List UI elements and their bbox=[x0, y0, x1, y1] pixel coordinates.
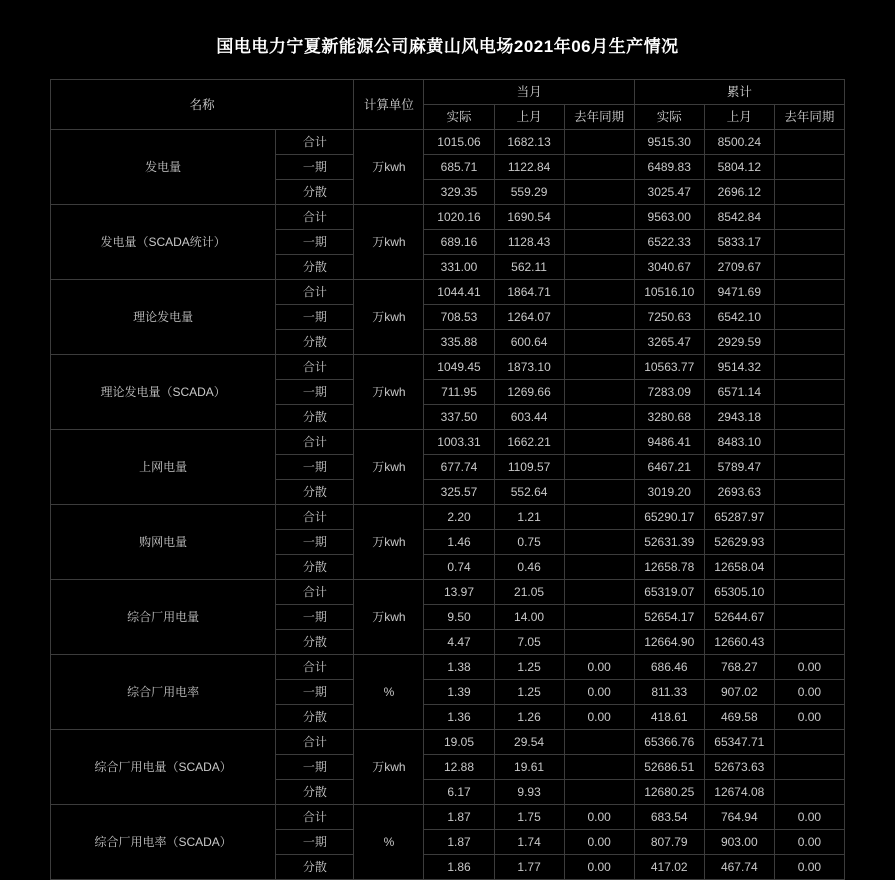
cell-month-last: 1690.54 bbox=[494, 205, 564, 230]
cell-month-actual: 1.46 bbox=[424, 530, 494, 555]
cell-month-yoy bbox=[564, 780, 634, 805]
row-subcategory: 一期 bbox=[276, 530, 354, 555]
cell-month-actual: 9.50 bbox=[424, 605, 494, 630]
cell-month-last: 0.75 bbox=[494, 530, 564, 555]
cell-month-last: 1.25 bbox=[494, 655, 564, 680]
cell-month-last: 1662.21 bbox=[494, 430, 564, 455]
row-subcategory: 一期 bbox=[276, 155, 354, 180]
cell-cum-last: 2929.59 bbox=[704, 330, 774, 355]
cell-month-last: 559.29 bbox=[494, 180, 564, 205]
cell-cum-yoy bbox=[774, 330, 844, 355]
row-group-name: 发电量 bbox=[51, 130, 276, 205]
cell-cum-yoy bbox=[774, 380, 844, 405]
cell-month-last: 1.75 bbox=[494, 805, 564, 830]
cell-month-last: 21.05 bbox=[494, 580, 564, 605]
cell-cum-actual: 52631.39 bbox=[634, 530, 704, 555]
cell-cum-last: 6542.10 bbox=[704, 305, 774, 330]
row-subcategory: 一期 bbox=[276, 830, 354, 855]
cell-month-yoy bbox=[564, 580, 634, 605]
table-row bbox=[51, 355, 845, 380]
row-group-name: 综合厂用电量 bbox=[51, 580, 276, 655]
header-month-yoy: 去年同期 bbox=[564, 105, 634, 130]
cell-cum-actual: 65290.17 bbox=[634, 505, 704, 530]
cell-month-last: 7.05 bbox=[494, 630, 564, 655]
row-subcategory: 合计 bbox=[276, 430, 354, 455]
cell-cum-last: 9471.69 bbox=[704, 280, 774, 305]
cell-month-yoy bbox=[564, 355, 634, 380]
table-row bbox=[51, 580, 845, 605]
cell-cum-actual: 52686.51 bbox=[634, 755, 704, 780]
cell-month-actual: 1003.31 bbox=[424, 430, 494, 455]
cell-month-actual: 331.00 bbox=[424, 255, 494, 280]
cell-cum-yoy bbox=[774, 230, 844, 255]
cell-cum-last: 65347.71 bbox=[704, 730, 774, 755]
cell-cum-yoy bbox=[774, 530, 844, 555]
table-row bbox=[51, 805, 845, 830]
cell-cum-last: 907.02 bbox=[704, 680, 774, 705]
cell-month-yoy: 0.00 bbox=[564, 680, 634, 705]
row-group-unit: % bbox=[354, 805, 424, 880]
cell-month-actual: 1044.41 bbox=[424, 280, 494, 305]
cell-month-yoy: 0.00 bbox=[564, 705, 634, 730]
cell-cum-last: 52644.67 bbox=[704, 605, 774, 630]
cell-month-actual: 1.38 bbox=[424, 655, 494, 680]
header-cum-actual: 实际 bbox=[634, 105, 704, 130]
cell-month-actual: 685.71 bbox=[424, 155, 494, 180]
cell-month-last: 1873.10 bbox=[494, 355, 564, 380]
cell-month-actual: 6.17 bbox=[424, 780, 494, 805]
cell-cum-actual: 6467.21 bbox=[634, 455, 704, 480]
cell-month-actual: 1.86 bbox=[424, 855, 494, 880]
cell-cum-last: 903.00 bbox=[704, 830, 774, 855]
cell-cum-actual: 417.02 bbox=[634, 855, 704, 880]
cell-cum-last: 65305.10 bbox=[704, 580, 774, 605]
cell-month-yoy bbox=[564, 430, 634, 455]
cell-month-last: 19.61 bbox=[494, 755, 564, 780]
cell-cum-yoy bbox=[774, 305, 844, 330]
cell-month-yoy bbox=[564, 130, 634, 155]
cell-cum-actual: 12680.25 bbox=[634, 780, 704, 805]
header-cum-yoy: 去年同期 bbox=[774, 105, 844, 130]
row-subcategory: 合计 bbox=[276, 805, 354, 830]
production-report-table bbox=[50, 79, 845, 880]
row-subcategory: 分散 bbox=[276, 780, 354, 805]
row-subcategory: 合计 bbox=[276, 355, 354, 380]
row-group-name: 发电量（SCADA统计） bbox=[51, 205, 276, 280]
cell-cum-actual: 9515.30 bbox=[634, 130, 704, 155]
cell-cum-yoy bbox=[774, 405, 844, 430]
row-subcategory: 合计 bbox=[276, 205, 354, 230]
cell-cum-yoy bbox=[774, 205, 844, 230]
row-subcategory: 合计 bbox=[276, 655, 354, 680]
cell-month-yoy: 0.00 bbox=[564, 830, 634, 855]
cell-month-last: 1.77 bbox=[494, 855, 564, 880]
row-subcategory: 分散 bbox=[276, 480, 354, 505]
cell-month-yoy bbox=[564, 530, 634, 555]
row-subcategory: 一期 bbox=[276, 755, 354, 780]
cell-cum-actual: 3280.68 bbox=[634, 405, 704, 430]
cell-cum-actual: 9486.41 bbox=[634, 430, 704, 455]
cell-month-last: 603.44 bbox=[494, 405, 564, 430]
cell-cum-last: 8483.10 bbox=[704, 430, 774, 455]
row-group-name: 购网电量 bbox=[51, 505, 276, 580]
cell-cum-yoy bbox=[774, 630, 844, 655]
row-subcategory: 一期 bbox=[276, 230, 354, 255]
cell-cum-actual: 6522.33 bbox=[634, 230, 704, 255]
cell-month-last: 1.25 bbox=[494, 680, 564, 705]
table-row bbox=[51, 430, 845, 455]
cell-month-last: 562.11 bbox=[494, 255, 564, 280]
cell-cum-yoy bbox=[774, 605, 844, 630]
cell-month-yoy bbox=[564, 755, 634, 780]
cell-month-last: 0.46 bbox=[494, 555, 564, 580]
cell-month-last: 1.74 bbox=[494, 830, 564, 855]
cell-cum-yoy bbox=[774, 355, 844, 380]
cell-cum-actual: 65319.07 bbox=[634, 580, 704, 605]
row-subcategory: 一期 bbox=[276, 680, 354, 705]
cell-cum-yoy bbox=[774, 480, 844, 505]
row-group-unit: 万kwh bbox=[354, 355, 424, 430]
row-group-name: 理论发电量（SCADA） bbox=[51, 355, 276, 430]
header-cum-last: 上月 bbox=[704, 105, 774, 130]
cell-month-actual: 13.97 bbox=[424, 580, 494, 605]
header-current-month: 当月 bbox=[424, 80, 634, 105]
cell-cum-actual: 6489.83 bbox=[634, 155, 704, 180]
cell-cum-last: 52673.63 bbox=[704, 755, 774, 780]
row-group-unit: 万kwh bbox=[354, 730, 424, 805]
cell-month-yoy bbox=[564, 480, 634, 505]
cell-cum-yoy bbox=[774, 255, 844, 280]
cell-cum-yoy: 0.00 bbox=[774, 655, 844, 680]
row-subcategory: 一期 bbox=[276, 305, 354, 330]
header-month-actual: 实际 bbox=[424, 105, 494, 130]
cell-cum-actual: 12664.90 bbox=[634, 630, 704, 655]
cell-cum-last: 12674.08 bbox=[704, 780, 774, 805]
cell-month-last: 14.00 bbox=[494, 605, 564, 630]
row-group-unit: 万kwh bbox=[354, 130, 424, 205]
cell-cum-last: 5804.12 bbox=[704, 155, 774, 180]
cell-cum-actual: 7250.63 bbox=[634, 305, 704, 330]
cell-cum-actual: 3025.47 bbox=[634, 180, 704, 205]
table-row bbox=[51, 505, 845, 530]
header-unit: 计算单位 bbox=[354, 80, 424, 130]
cell-cum-last: 5833.17 bbox=[704, 230, 774, 255]
cell-cum-actual: 10563.77 bbox=[634, 355, 704, 380]
cell-cum-last: 12660.43 bbox=[704, 630, 774, 655]
row-group-unit: 万kwh bbox=[354, 580, 424, 655]
cell-month-yoy: 0.00 bbox=[564, 655, 634, 680]
cell-cum-last: 2709.67 bbox=[704, 255, 774, 280]
row-group-unit: 万kwh bbox=[354, 280, 424, 355]
header-row-1 bbox=[51, 80, 845, 105]
cell-cum-last: 467.74 bbox=[704, 855, 774, 880]
cell-cum-yoy: 0.00 bbox=[774, 680, 844, 705]
table-row bbox=[51, 280, 845, 305]
cell-month-yoy bbox=[564, 405, 634, 430]
cell-cum-actual: 65366.76 bbox=[634, 730, 704, 755]
row-subcategory: 分散 bbox=[276, 180, 354, 205]
row-subcategory: 一期 bbox=[276, 380, 354, 405]
cell-month-actual: 677.74 bbox=[424, 455, 494, 480]
cell-cum-last: 8542.84 bbox=[704, 205, 774, 230]
row-subcategory: 分散 bbox=[276, 705, 354, 730]
report-table-wrapper bbox=[0, 79, 895, 880]
table-row bbox=[51, 655, 845, 680]
cell-month-actual: 1049.45 bbox=[424, 355, 494, 380]
cell-month-last: 1.26 bbox=[494, 705, 564, 730]
cell-month-actual: 1.39 bbox=[424, 680, 494, 705]
cell-cum-yoy bbox=[774, 580, 844, 605]
cell-month-last: 552.64 bbox=[494, 480, 564, 505]
cell-month-actual: 0.74 bbox=[424, 555, 494, 580]
row-group-unit: 万kwh bbox=[354, 505, 424, 580]
row-subcategory: 分散 bbox=[276, 330, 354, 355]
cell-month-actual: 329.35 bbox=[424, 180, 494, 205]
cell-cum-last: 469.58 bbox=[704, 705, 774, 730]
cell-cum-actual: 7283.09 bbox=[634, 380, 704, 405]
cell-month-yoy bbox=[564, 730, 634, 755]
row-subcategory: 一期 bbox=[276, 455, 354, 480]
cell-month-last: 9.93 bbox=[494, 780, 564, 805]
cell-cum-yoy: 0.00 bbox=[774, 830, 844, 855]
cell-cum-last: 12658.04 bbox=[704, 555, 774, 580]
cell-month-last: 1109.57 bbox=[494, 455, 564, 480]
cell-cum-actual: 683.54 bbox=[634, 805, 704, 830]
cell-month-yoy bbox=[564, 380, 634, 405]
cell-month-actual: 325.57 bbox=[424, 480, 494, 505]
cell-month-last: 600.64 bbox=[494, 330, 564, 355]
cell-cum-yoy bbox=[774, 155, 844, 180]
row-group-name: 上网电量 bbox=[51, 430, 276, 505]
header-cumulative: 累计 bbox=[634, 80, 844, 105]
cell-cum-yoy: 0.00 bbox=[774, 705, 844, 730]
cell-month-yoy bbox=[564, 205, 634, 230]
cell-month-yoy bbox=[564, 280, 634, 305]
cell-month-last: 1122.84 bbox=[494, 155, 564, 180]
cell-month-actual: 337.50 bbox=[424, 405, 494, 430]
cell-cum-yoy bbox=[774, 280, 844, 305]
row-subcategory: 合计 bbox=[276, 580, 354, 605]
cell-cum-last: 6571.14 bbox=[704, 380, 774, 405]
cell-cum-actual: 811.33 bbox=[634, 680, 704, 705]
cell-cum-yoy bbox=[774, 455, 844, 480]
table-header bbox=[51, 80, 845, 130]
table-row bbox=[51, 730, 845, 755]
page-title: 国电电力宁夏新能源公司麻黄山风电场2021年06月生产情况 bbox=[216, 37, 679, 56]
cell-cum-last: 768.27 bbox=[704, 655, 774, 680]
cell-month-yoy bbox=[564, 555, 634, 580]
cell-cum-last: 8500.24 bbox=[704, 130, 774, 155]
cell-cum-actual: 12658.78 bbox=[634, 555, 704, 580]
cell-month-yoy bbox=[564, 330, 634, 355]
cell-month-actual: 12.88 bbox=[424, 755, 494, 780]
cell-cum-yoy bbox=[774, 505, 844, 530]
cell-month-actual: 1.87 bbox=[424, 805, 494, 830]
cell-cum-actual: 418.61 bbox=[634, 705, 704, 730]
cell-cum-last: 65287.97 bbox=[704, 505, 774, 530]
cell-cum-actual: 52654.17 bbox=[634, 605, 704, 630]
cell-month-yoy bbox=[564, 155, 634, 180]
cell-cum-yoy bbox=[774, 130, 844, 155]
cell-month-yoy: 0.00 bbox=[564, 805, 634, 830]
cell-month-yoy bbox=[564, 305, 634, 330]
cell-month-yoy bbox=[564, 180, 634, 205]
cell-month-actual: 1.36 bbox=[424, 705, 494, 730]
cell-cum-yoy bbox=[774, 180, 844, 205]
cell-cum-yoy bbox=[774, 555, 844, 580]
cell-month-actual: 708.53 bbox=[424, 305, 494, 330]
cell-month-actual: 1015.06 bbox=[424, 130, 494, 155]
row-group-name: 综合厂用电率 bbox=[51, 655, 276, 730]
cell-cum-last: 52629.93 bbox=[704, 530, 774, 555]
row-subcategory: 分散 bbox=[276, 255, 354, 280]
row-group-name: 综合厂用电量（SCADA） bbox=[51, 730, 276, 805]
cell-month-yoy: 0.00 bbox=[564, 855, 634, 880]
cell-cum-last: 764.94 bbox=[704, 805, 774, 830]
table-body bbox=[51, 130, 845, 880]
cell-month-actual: 689.16 bbox=[424, 230, 494, 255]
cell-month-actual: 2.20 bbox=[424, 505, 494, 530]
cell-cum-yoy bbox=[774, 430, 844, 455]
cell-cum-last: 2943.18 bbox=[704, 405, 774, 430]
row-group-name: 综合厂用电率（SCADA） bbox=[51, 805, 276, 880]
row-subcategory: 分散 bbox=[276, 630, 354, 655]
table-row bbox=[51, 130, 845, 155]
cell-cum-last: 2693.63 bbox=[704, 480, 774, 505]
cell-month-yoy bbox=[564, 455, 634, 480]
cell-cum-yoy bbox=[774, 755, 844, 780]
cell-month-last: 1864.71 bbox=[494, 280, 564, 305]
cell-month-actual: 4.47 bbox=[424, 630, 494, 655]
cell-month-yoy bbox=[564, 630, 634, 655]
row-subcategory: 分散 bbox=[276, 405, 354, 430]
row-subcategory: 分散 bbox=[276, 855, 354, 880]
cell-month-actual: 335.88 bbox=[424, 330, 494, 355]
row-group-name: 理论发电量 bbox=[51, 280, 276, 355]
cell-month-last: 1.21 bbox=[494, 505, 564, 530]
cell-month-last: 1682.13 bbox=[494, 130, 564, 155]
cell-month-actual: 19.05 bbox=[424, 730, 494, 755]
row-subcategory: 合计 bbox=[276, 730, 354, 755]
cell-month-yoy bbox=[564, 505, 634, 530]
table-row bbox=[51, 205, 845, 230]
cell-month-last: 29.54 bbox=[494, 730, 564, 755]
cell-cum-actual: 3265.47 bbox=[634, 330, 704, 355]
cell-month-last: 1269.66 bbox=[494, 380, 564, 405]
row-subcategory: 合计 bbox=[276, 130, 354, 155]
header-month-last: 上月 bbox=[494, 105, 564, 130]
cell-cum-yoy bbox=[774, 780, 844, 805]
cell-cum-last: 2696.12 bbox=[704, 180, 774, 205]
row-group-unit: 万kwh bbox=[354, 430, 424, 505]
row-group-unit: 万kwh bbox=[354, 205, 424, 280]
row-subcategory: 合计 bbox=[276, 280, 354, 305]
row-subcategory: 分散 bbox=[276, 555, 354, 580]
cell-cum-last: 9514.32 bbox=[704, 355, 774, 380]
cell-month-yoy bbox=[564, 255, 634, 280]
cell-cum-yoy bbox=[774, 730, 844, 755]
row-subcategory: 一期 bbox=[276, 605, 354, 630]
cell-cum-actual: 3019.20 bbox=[634, 480, 704, 505]
row-subcategory: 合计 bbox=[276, 505, 354, 530]
cell-month-last: 1128.43 bbox=[494, 230, 564, 255]
cell-month-actual: 1.87 bbox=[424, 830, 494, 855]
cell-cum-last: 5789.47 bbox=[704, 455, 774, 480]
cell-cum-actual: 10516.10 bbox=[634, 280, 704, 305]
cell-month-yoy bbox=[564, 230, 634, 255]
cell-month-actual: 711.95 bbox=[424, 380, 494, 405]
cell-month-yoy bbox=[564, 605, 634, 630]
header-name: 名称 bbox=[51, 80, 354, 130]
cell-month-actual: 1020.16 bbox=[424, 205, 494, 230]
cell-cum-actual: 686.46 bbox=[634, 655, 704, 680]
cell-cum-actual: 9563.00 bbox=[634, 205, 704, 230]
cell-cum-yoy: 0.00 bbox=[774, 805, 844, 830]
row-group-unit: % bbox=[354, 655, 424, 730]
cell-cum-actual: 3040.67 bbox=[634, 255, 704, 280]
cell-cum-yoy: 0.00 bbox=[774, 855, 844, 880]
cell-month-last: 1264.07 bbox=[494, 305, 564, 330]
cell-cum-actual: 807.79 bbox=[634, 830, 704, 855]
